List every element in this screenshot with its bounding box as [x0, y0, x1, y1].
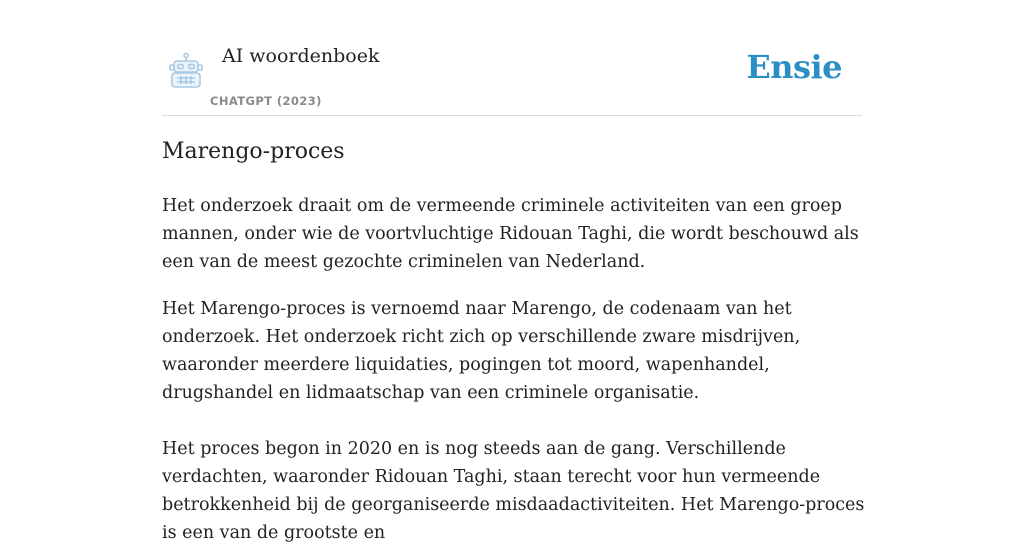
- entry-paragraph: Het onderzoek draait om de vermeende criminele activiteiten van een groep mannen, onder wie de voortvluchtige Ridouan Taghi, die wordt beschouwd als een van de meest gezochte criminelen van Nederland.: [162, 196, 859, 272]
- page: [162, 0, 865, 543]
- dictionary-title[interactable]: AI woordenboek: [222, 45, 380, 67]
- robot-icon: [166, 52, 206, 90]
- brand-logo[interactable]: Ensie: [746, 48, 842, 86]
- header: [162, 0, 862, 116]
- entry-paragraph: Het Marengo-proces is vernoemd naar Marengo, de codenaam van het onderzoek. Het onderzoek richt zich op verschillende zware misdrijven, waaronder meerdere liquidaties, pogingen tot moord, wapenhandel, drugshandel en lidmaatschap van een criminele organisatie.: [162, 299, 801, 403]
- entry-paragraph: Het proces begon in 2020 en is nog steeds aan de gang. Verschillende verdachten, waaronder Ridouan Taghi, staan terecht voor hun vermeende betrokkenheid bij de georganiseerde misdaadactiviteiten. Het Marengo-proces is een van de grootste en: [162, 439, 865, 543]
- entry-title: Marengo-proces: [162, 139, 345, 164]
- dictionary-source: CHATGPT (2023): [210, 94, 322, 108]
